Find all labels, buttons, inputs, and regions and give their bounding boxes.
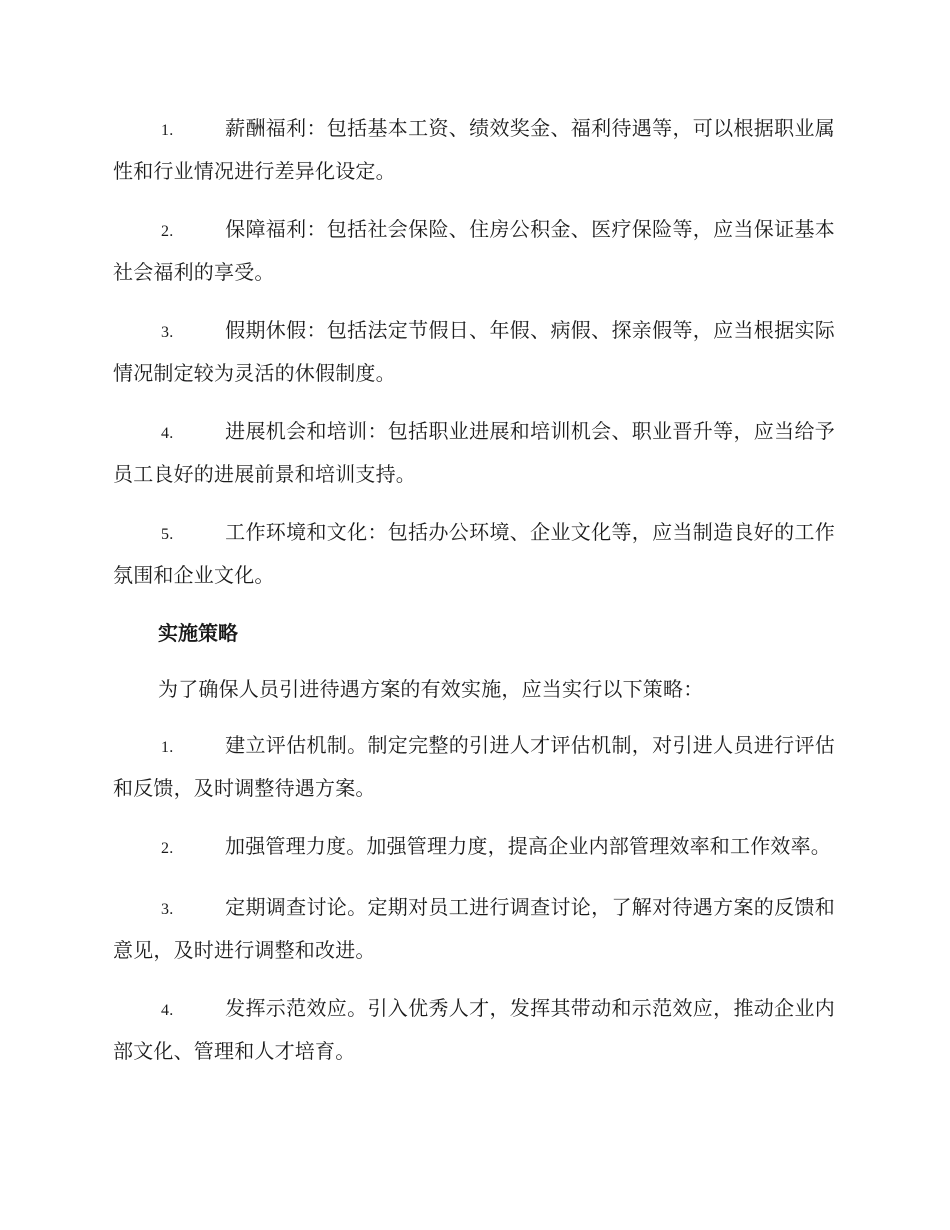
list-item <box>113 209 835 292</box>
benefits-list <box>113 108 835 595</box>
item-text: 定期调查讨论。定期对员工进行调查讨论，了解对待遇方案的反馈和意见，及时进行调整和改进。 <box>113 895 835 962</box>
list-item <box>113 310 835 393</box>
section-heading: 实施策略 <box>158 621 238 645</box>
list-item <box>113 988 835 1071</box>
item-text: 假期休假：包括法定节假日、年假、病假、探亲假等，应当根据实际情况制定较为灵活的休假制度。 <box>113 318 835 385</box>
item-text: 进展机会和培训：包括职业进展和培训机会、职业晋升等，应当给予员工良好的进展前景和培训支持。 <box>113 419 835 486</box>
item-number: 4. <box>161 425 174 442</box>
item-text: 加强管理力度。加强管理力度，提高企业内部管理效率和工作效率。 <box>225 834 831 858</box>
item-number: 5. <box>161 526 174 543</box>
item-text: 工作环境和文化：包括办公环境、企业文化等，应当制造良好的工作氛围和企业文化。 <box>113 520 835 587</box>
item-number: 4. <box>161 1002 174 1019</box>
item-number: 3. <box>161 324 174 341</box>
item-number: 2. <box>161 840 174 857</box>
item-text: 建立评估机制。制定完整的引进人才评估机制，对引进人员进行评估和反馈，及时调整待遇方案。 <box>113 733 835 800</box>
item-number: 2. <box>161 223 174 240</box>
item-text: 保障福利：包括社会保险、住房公积金、医疗保险等，应当保证基本社会福利的享受。 <box>113 217 835 284</box>
list-item <box>113 411 835 494</box>
item-number: 3. <box>161 901 174 918</box>
list-item <box>113 887 835 970</box>
document-page <box>113 108 835 1089</box>
list-item <box>113 725 835 808</box>
list-item <box>113 512 835 595</box>
item-text: 薪酬福利：包括基本工资、绩效奖金、福利待遇等，可以根据职业属性和行业情况进行差异化设定。 <box>113 116 835 183</box>
section-intro: 为了确保人员引进待遇方案的有效实施，应当实行以下策略： <box>158 677 704 701</box>
item-text: 发挥示范效应。引入优秀人才，发挥其带动和示范效应，推动企业内部文化、管理和人才培育。 <box>113 996 835 1063</box>
item-number: 1. <box>161 739 174 756</box>
strategy-list <box>113 725 835 1071</box>
list-item <box>113 108 835 191</box>
list-item <box>113 826 835 869</box>
item-number: 1. <box>161 122 174 139</box>
